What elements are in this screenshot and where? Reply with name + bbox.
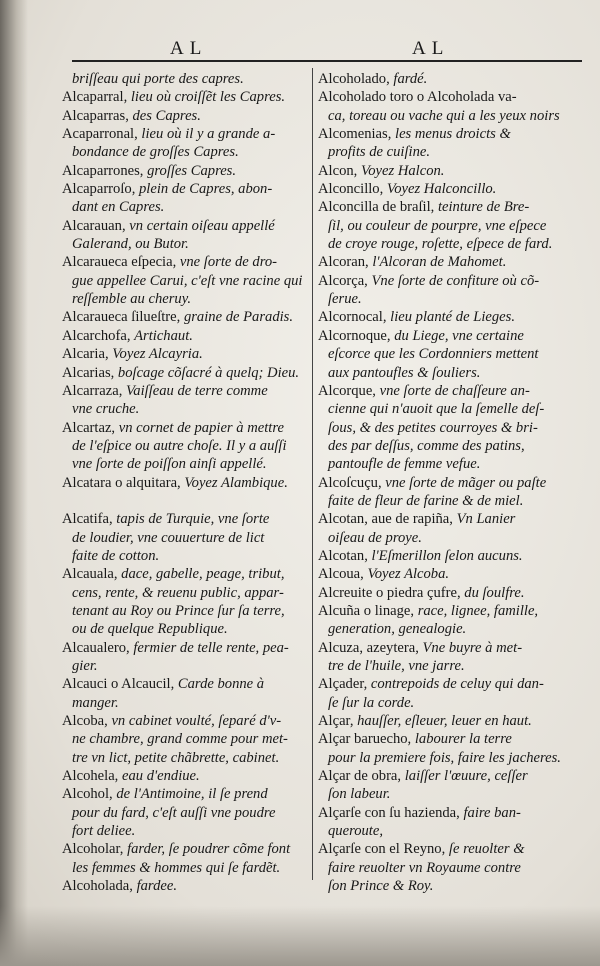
entry-line [62, 785, 310, 803]
headword: Alcarias, [62, 364, 118, 381]
definition: labourer la terre [414, 731, 512, 748]
entry-line [318, 767, 580, 785]
header-rule [72, 60, 582, 62]
entry-line [318, 107, 580, 125]
entry-line [318, 235, 580, 253]
definition: tre de l'huile, vne jarre. [328, 658, 465, 674]
entry-line [318, 584, 580, 602]
headword: Alcatara o alquitara, [62, 474, 185, 491]
headword: Alcornoque, [318, 327, 395, 344]
definition: ſe reuolter & [448, 841, 525, 858]
definition: graine de Paradis. [183, 309, 293, 326]
headword: Alcohol, [62, 786, 117, 803]
headword: Alcatifa, [62, 511, 117, 528]
definition: de l'Antimoine, il ſe prend [116, 786, 268, 803]
definition: Artichaut. [134, 327, 193, 344]
headword: Alcon, [318, 162, 361, 179]
entry-line [62, 749, 310, 767]
entry-line [62, 639, 310, 657]
definition: laiſſer l'œuure, ceſſer [404, 768, 528, 785]
entry-line [62, 492, 310, 510]
definition: oiſeau de proye. [328, 529, 422, 546]
definition: vne cruche. [72, 401, 140, 418]
entry-line [62, 235, 310, 253]
entry-line [318, 565, 580, 583]
definition: ou de quelque Republique. [72, 621, 228, 638]
entry-line [62, 437, 310, 455]
entry-line [318, 143, 580, 161]
entry-line [62, 143, 310, 161]
definition: Voyez Alcoba. [367, 566, 450, 583]
entry-line [318, 822, 580, 840]
definition: race, lignee, famille, [417, 602, 539, 619]
definition: faite de fleur de farine & de miel. [328, 492, 524, 509]
entry-line [318, 364, 580, 382]
headword: Alcoran, [318, 254, 373, 271]
entry-line [318, 694, 580, 712]
headword: Alcornocal, [318, 309, 391, 326]
headword: Alcoholado toro o Alcoholada va- [318, 89, 517, 106]
entry-line [318, 70, 580, 88]
headword: Alcarraza, [62, 382, 126, 399]
definition: Voyez Halcon. [360, 162, 445, 179]
entry-line [62, 217, 310, 235]
definition: bondance de groſſes Capres. [72, 144, 239, 161]
entry-line [62, 584, 310, 602]
entry-line [318, 712, 580, 730]
entry-line [318, 253, 580, 271]
entry-line [318, 730, 580, 748]
definition: ſon labeur. [328, 786, 391, 803]
entry-line [318, 345, 580, 363]
definition: vne ſorte de dro- [179, 254, 278, 271]
definition: de croye rouge, roſette, eſpece de fard. [328, 236, 553, 253]
entry-line [62, 345, 310, 363]
entry-line [318, 474, 580, 492]
entry-line [62, 253, 310, 271]
entry-line [318, 602, 580, 620]
definition: queroute, [328, 823, 383, 840]
definition: ſe ſur la corde. [328, 694, 415, 711]
headword: Alcohela, [62, 768, 122, 785]
definition: plein de Capres, abon- [139, 181, 273, 198]
definition: l'Alcoran de Mahomet. [372, 254, 507, 271]
entry-line [62, 272, 310, 290]
definition: briſſeau qui porte des capres. [72, 71, 244, 87]
headword: Alcartaz, [62, 419, 119, 436]
entry-line [62, 308, 310, 326]
definition: teinture de Bre- [437, 199, 530, 216]
entry-line [318, 859, 580, 877]
entry-line [62, 70, 310, 88]
entry-line [62, 88, 310, 106]
definition: fardé. [393, 71, 428, 87]
definition: Voyez Halconcillo. [386, 181, 497, 198]
entry-line [62, 840, 310, 858]
headword: Alconcilla de braſil, [318, 199, 438, 216]
definition: pour la premiere fois, faire les jacheres. [328, 749, 561, 766]
headword: Alçarſe con el Reyno, [318, 841, 449, 858]
definition: aux pantoufles & ſouliers. [328, 364, 481, 381]
headword: Alçar baruecho, [318, 731, 415, 748]
definition: faite de cotton. [72, 547, 160, 564]
definition: manger. [72, 694, 119, 711]
headword: Alcorça, [318, 272, 372, 289]
headword: Alcoholada, [62, 878, 137, 895]
entry-line [62, 859, 310, 877]
entry-line [62, 675, 310, 693]
definition: gue appellee Carui, c'eſt vne racine qui [72, 272, 303, 289]
page-shadow-bottom [0, 906, 600, 966]
entry-line [62, 180, 310, 198]
page-shadow-left [0, 0, 28, 966]
entry-line [318, 198, 580, 216]
entry-line [318, 877, 580, 895]
definition: vn cornet de papier à mettre [118, 419, 284, 436]
entry-line [62, 712, 310, 730]
definition: cens, rente, & reuenu public, appar- [72, 584, 284, 601]
entry-line [318, 749, 580, 767]
headword: Alçar de obra, [318, 768, 405, 785]
entry-line [62, 455, 310, 473]
definition: hauſſer, eſleuer, leuer en haut. [357, 713, 532, 730]
entry-line [62, 198, 310, 216]
headword: Alçarſe con ſu hazienda, [318, 804, 464, 821]
definition: Galerand, ou Butor. [72, 236, 189, 253]
definition: vne ſorte de poiſſon ainſi appellé. [72, 456, 267, 473]
definition: ſon Prince & Roy. [328, 878, 434, 895]
definition: fort deliee. [72, 823, 136, 840]
headword: Alcuza, azeytera, [318, 639, 423, 656]
headword: Alcorque, [318, 382, 380, 399]
definition: tapis de Turquie, vne ſorte [116, 511, 270, 528]
entry-line [62, 730, 310, 748]
definition: ſous, & des petites courroyes & bri- [328, 419, 538, 436]
entry-line [318, 529, 580, 547]
definition: l'Eſmerillon ſelon aucuns. [371, 547, 523, 564]
entry-line [318, 290, 580, 308]
definition: ſerue. [328, 291, 362, 308]
definition: cienne qui n'auoit que la ſemelle deſ- [328, 401, 545, 418]
definition: les menus droicts & [395, 126, 511, 143]
headword: Alcreuite o piedra çufre, [318, 584, 465, 601]
headword: Alcuña o linage, [318, 602, 418, 619]
definition: du Liege, vne certaine [394, 327, 524, 344]
entry-line [318, 510, 580, 528]
definition: ſil, ou couleur de pourpre, vne eſpece [328, 217, 547, 234]
definition: fardee. [136, 878, 177, 895]
definition: Voyez Alcayria. [112, 346, 203, 363]
definition: Carde bonne à [177, 676, 265, 693]
definition: reſſemble au cheruy. [72, 291, 192, 308]
headword: Alcaparral, [62, 89, 131, 106]
entry-line [62, 529, 310, 547]
definition: ne chambre, grand comme pour met- [72, 731, 288, 748]
entry-line [62, 547, 310, 565]
definition: farder, ſe poudrer cõme font [127, 841, 291, 858]
headword: Alcoua, [318, 566, 368, 583]
entry-line [62, 419, 310, 437]
entry-line [318, 785, 580, 803]
entry-line [62, 510, 310, 528]
entry-line [318, 620, 580, 638]
definition: des par deſſus, comme des patins, [328, 437, 525, 454]
definition: de loudier, vne couuerture de lict [72, 529, 265, 546]
headword: Alçader, [318, 676, 371, 693]
entry-line [62, 877, 310, 895]
definition: tre vn lict, petite chãbrette, cabinet. [72, 749, 280, 766]
headword: Alcomenias, [318, 126, 396, 143]
headword: Alcotan, aue de rapiña, [318, 511, 457, 528]
definition: vne ſorte de chaſſeure an- [379, 382, 530, 399]
definition: lieu planté de Lieges. [390, 309, 515, 326]
headword: Alcaparras, [62, 107, 133, 124]
headword: Alcoba, [62, 713, 112, 730]
entry-line [62, 474, 310, 492]
entry-line [318, 419, 580, 437]
entry-line [62, 822, 310, 840]
entry-line [62, 162, 310, 180]
entry-line [318, 675, 580, 693]
headword: Alcaria, [62, 346, 113, 363]
headword: Alcotan, [318, 547, 372, 564]
entry-line [318, 804, 580, 822]
entry-line [318, 657, 580, 675]
headword: Alcarauan, [62, 217, 130, 234]
headword: Alconcillo, [318, 181, 387, 198]
definition: pour du fard, c'eſt auſſi vne poudre [72, 804, 276, 821]
entry-line [318, 492, 580, 510]
definition: eſcorce que les Cordonniers mettent [328, 346, 539, 363]
definition: vn cabinet voulté, ſeparé d'v- [111, 713, 282, 730]
running-head-right: AL [412, 38, 450, 59]
headword: Alçar, [318, 713, 358, 730]
entry-line [318, 88, 580, 106]
definition: gier. [72, 658, 98, 674]
definition: Vaiſſeau de terre comme [126, 382, 268, 399]
entry-line [62, 382, 310, 400]
headword: Alcoholar, [62, 841, 128, 858]
headword: Alcarchofa, [62, 327, 135, 344]
entry-line [62, 620, 310, 638]
headword: Alcaparroſo, [62, 181, 139, 198]
headword: Alcaparrones, [62, 162, 148, 179]
entry-line [62, 107, 310, 125]
entry-line [318, 547, 580, 565]
headword: Alcoholado, [318, 71, 394, 87]
headword: Alcaraueca eſpecia, [62, 254, 180, 271]
definition: ca, toreau ou vache qui a les yeux noirs [328, 107, 560, 124]
entry-line [62, 602, 310, 620]
entry-line [62, 327, 310, 345]
definition: pantoufle de femme vefue. [328, 456, 481, 473]
entry-line [62, 125, 310, 143]
definition: Vne buyre à met- [422, 639, 523, 656]
entry-line [62, 694, 310, 712]
entry-line [318, 327, 580, 345]
entry-line [62, 364, 310, 382]
definition: dace, gabelle, peage, tribut, [121, 566, 285, 583]
definition: vn certain oiſeau appellé [129, 217, 275, 234]
entry-line [318, 308, 580, 326]
definition: eau d'endiue. [121, 768, 200, 785]
headword: Acaparronal, [62, 126, 142, 143]
headword: Alcauci o Alcaucil, [62, 676, 178, 693]
left-column [62, 70, 310, 895]
entry-line [318, 272, 580, 290]
definition: groſſes Capres. [147, 162, 237, 179]
definition: contrepoids de celuy qui dan- [370, 676, 544, 693]
column-divider [312, 68, 313, 880]
entry-line [318, 162, 580, 180]
definition: lieu où croiſſẽt les Capres. [130, 89, 286, 106]
definition: de l'eſpice ou autre choſe. Il y a auſſi [72, 437, 287, 454]
definition: dant en Capres. [72, 199, 165, 216]
entry-line [318, 437, 580, 455]
definition: faire reuolter vn Royaume contre [328, 859, 521, 876]
definition: boſcage cõſacré à quelq; Dieu. [117, 364, 300, 381]
definition: generation, genealogie. [328, 621, 467, 638]
definition: du ſoulfre. [464, 584, 525, 601]
definition: profits de cuiſine. [328, 144, 431, 161]
entry-line [318, 840, 580, 858]
entry-line [318, 382, 580, 400]
entry-line [62, 400, 310, 418]
entry-line [62, 767, 310, 785]
entry-line [318, 125, 580, 143]
headword: Alcaualero, [62, 639, 134, 656]
headword: Alcauala, [62, 566, 122, 583]
definition: vne ſorte de mãger ou paſte [385, 474, 547, 491]
headword: Alcaraueca ſilueſtre, [62, 309, 184, 326]
entry-line [62, 804, 310, 822]
definition: Voyez Alambique. [184, 474, 288, 491]
entry-line [318, 217, 580, 235]
definition: Vn Lanier [456, 511, 516, 528]
entry-line [62, 565, 310, 583]
entry-line [318, 400, 580, 418]
entry-line [318, 639, 580, 657]
entry-line [318, 180, 580, 198]
definition: Vne ſorte de confiture où cõ- [371, 272, 540, 289]
entry-line [62, 290, 310, 308]
entry-line [62, 657, 310, 675]
definition: des Capres. [132, 107, 201, 124]
definition: fermier de telle rente, pea- [133, 639, 289, 656]
right-column [318, 70, 580, 895]
running-head-left: AL [170, 38, 208, 59]
definition: les femmes & hommes qui ſe fardẽt. [72, 859, 281, 876]
entry-line [318, 455, 580, 473]
definition: tenant au Roy ou Prince ſur ſa terre, [72, 602, 285, 619]
headword: Alcoſcuçu, [318, 474, 386, 491]
definition: faire ban- [463, 804, 521, 821]
definition: lieu où il y a grande a- [141, 126, 276, 143]
